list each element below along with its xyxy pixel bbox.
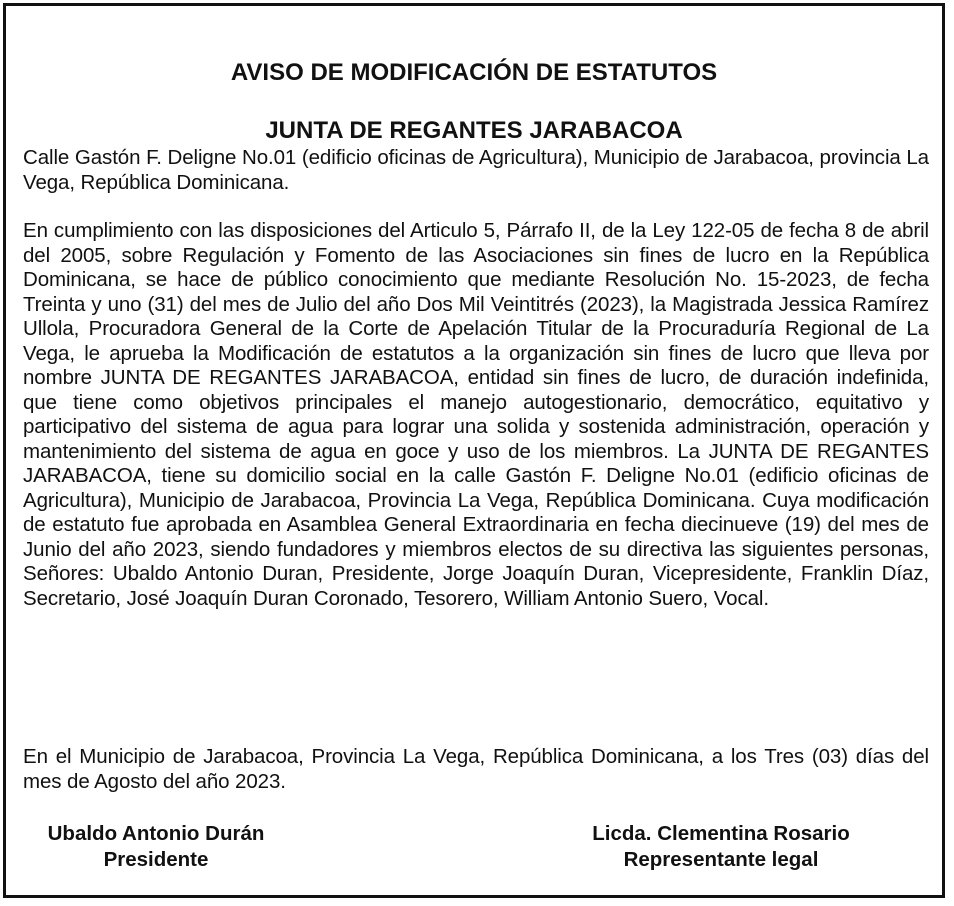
body-paragraph: En cumplimiento con las disposiciones del Articulo 5, Párrafo II, de la Ley 122-05 de fecha 8 de abril del 2005, sobre Regulación y Fomento de las Asociaciones sin fines de lucro en la República Dominicana, se hace de público conocimiento que mediante Resolución No. 15-2023, de fecha Treinta y uno (31) del mes de Julio del año Dos Mil Veintitrés (2023), la Magistrada Jessica Ramírez Ullola, Procuradora General de la Corte de Apelación Titular de la Procuraduría Regional de La Vega, le aprueba la Modificación de estatutos a la organización sin fines de lucro que lleva por nombre JUNTA DE REGANTES JARABACOA, entidad sin fines de lucro, de duración indefinida, que tiene como objetivos principales el manejo autogestionario, democrático, equitativo y participativo del sistema de agua para lograr una solida y sostenida administración, operación y mantenimiento del sistema de agua en goce y uso de los miembros. La JUNTA DE REGANTES JARABACOA, tiene su domicilio social en la calle Gastón F. Deligne No.01 (edificio oficinas de Agricultura), Municipio de Jarabacoa, Provincia La Vega, República Dominicana. Cuya modificación de estatuto fue aprobada en Asamblea General Extraordinaria en fecha diecinueve (19) del mes de Junio del año 2023, siendo fundadores y miembros electos de su directiva las siguientes personas, Señores: Ubaldo Antonio Duran, Presidente, Jorge Joaquín Duran, Vicepresidente, Franklin Díaz, Secretario, José Joaquín Duran Coronado, Tesorero, William Antonio Suero, Vocal.: [23, 219, 929, 610]
signature-right-name: Licda. Clementina Rosario: [592, 822, 850, 845]
signature-right-role: Representante legal: [623, 848, 819, 871]
closing-paragraph: En el Municipio de Jarabacoa, Provincia La Vega, República Dominicana, a los Tres (03) días del mes de Agosto del año 2023.: [23, 745, 929, 793]
signature-left: [23, 821, 289, 873]
signature-right: [561, 821, 881, 873]
address-paragraph: Calle Gastón F. Deligne No.01 (edificio oficinas de Agricultura), Municipio de Jarabacoa, provincia La Vega, República Dominicana.: [23, 146, 929, 194]
signature-left-role: Presidente: [103, 848, 209, 871]
signature-left-name: Ubaldo Antonio Durán: [47, 822, 265, 845]
notice-frame: [3, 3, 945, 898]
organization-name: JUNTA DE REGANTES JARABACOA: [265, 117, 683, 144]
notice-title: AVISO DE MODIFICACIÓN DE ESTATUTOS: [230, 59, 718, 86]
